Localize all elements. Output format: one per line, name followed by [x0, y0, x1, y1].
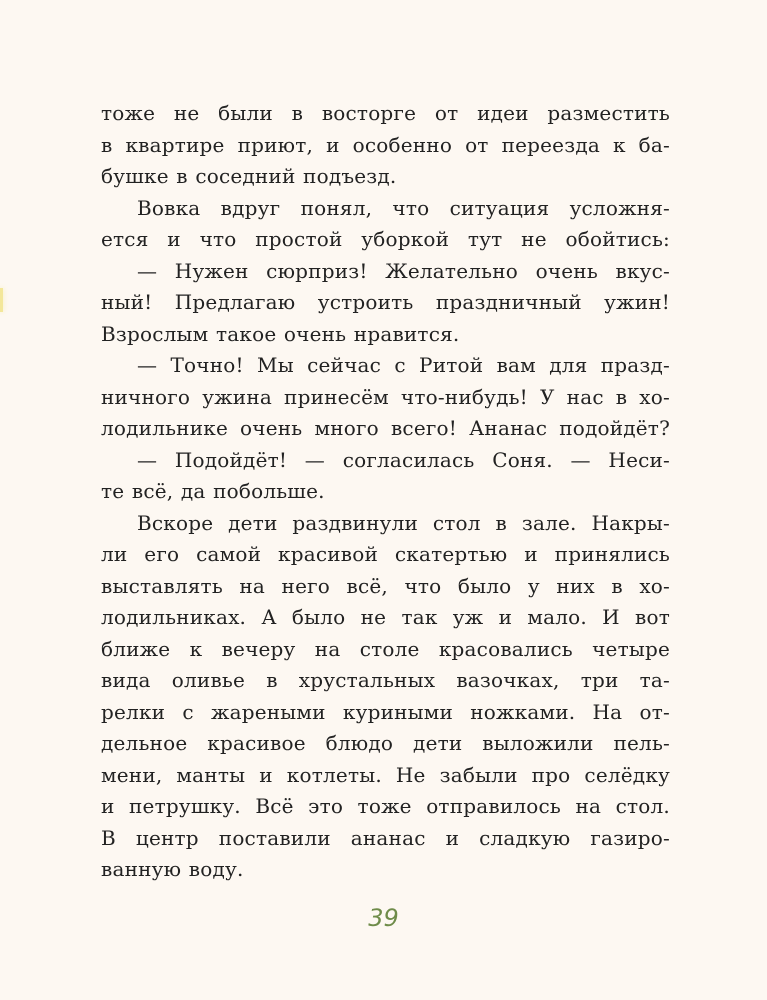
text-line: Вовка вдруг понял, что ситуация усложня-	[137, 195, 670, 220]
page-edge-mark	[0, 288, 3, 312]
text-line: — Точно! Мы сейчас с Ритой вам для празд-	[137, 353, 670, 377]
text-line: ный! Предлагаю устроить праздничный ужин!	[101, 290, 670, 314]
text-line: — Подойдёт! — согласилась Соня. — Неси-	[137, 447, 670, 472]
text-line: вида оливье в хрустальных вазочках, три та-	[101, 668, 670, 692]
text-line: Вскоре дети раздвинули стол в зале. Накры-	[137, 510, 670, 535]
text-line: В центр поставили ананас и сладкую газиро-	[101, 825, 670, 850]
text-line: лодильниках. А было не так уж и мало. И вот	[101, 605, 670, 629]
text-line: ли его самой красивой скатертью и принялись	[101, 542, 670, 566]
text-line: ванную воду.	[101, 857, 244, 881]
page-number: 39	[368, 904, 399, 932]
text-line: Взрослым такое очень нравится.	[101, 321, 460, 346]
text-line: дельное красивое блюдо дети выложили пель-	[101, 731, 670, 755]
text-line: и петрушку. Всё это тоже отправилось на стол.	[101, 794, 670, 818]
text-line: ближе к вечеру на столе красовались четыре	[101, 636, 670, 661]
text-line: мени, манты и котлеты. Не забыли про селёдку	[101, 762, 670, 787]
text-line: ничного ужина принесём что-нибудь! У нас в хо-	[101, 384, 670, 409]
text-line: релки с жареными куриными ножками. На от-	[101, 699, 670, 724]
text-line: выставлять на него всё, что было у них в хо-	[101, 573, 670, 598]
body-text	[101, 98, 670, 886]
text-line: бушке в соседний подъезд.	[101, 164, 397, 188]
text-line: те всё, да побольше.	[101, 479, 325, 503]
text-line: лодильнике очень много всего! Ананас подойдёт?	[101, 416, 670, 440]
text-line: — Нужен сюрприз! Желательно очень вкус-	[137, 258, 670, 283]
text-line: в квартире приют, и особенно от переезда к ба-	[101, 132, 670, 157]
text-line: тоже не были в восторге от идеи разместить	[101, 101, 670, 125]
text-line: ется и что простой уборкой тут не обойтись:	[101, 227, 670, 251]
